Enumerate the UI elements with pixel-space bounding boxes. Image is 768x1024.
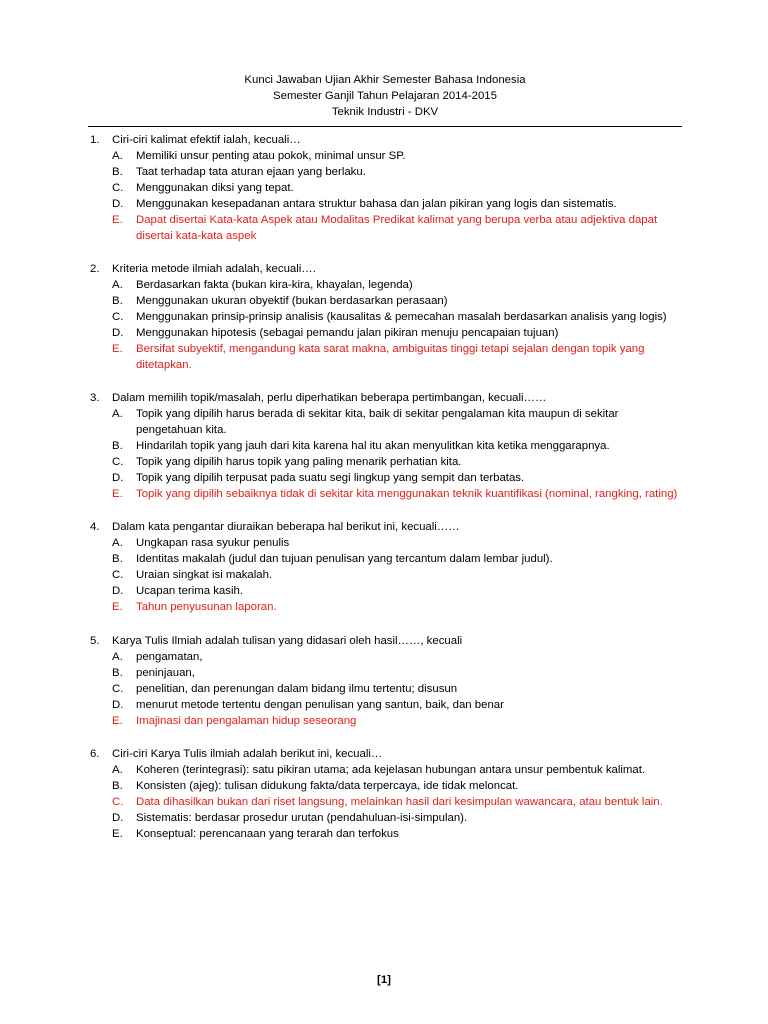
question-5 xyxy=(88,634,682,730)
header-divider xyxy=(88,126,682,127)
question-2 xyxy=(88,262,682,373)
option-text: penelitian, dan perenungan dalam bidang ilmu tertentu; disusun xyxy=(136,682,458,695)
option-letter: C. xyxy=(112,569,124,581)
option-c xyxy=(88,181,682,197)
option-list xyxy=(88,763,682,843)
question-number: 6. xyxy=(90,748,100,760)
option-text: Berdasarkan fakta (bukan kira-kira, khayalan, legenda) xyxy=(136,279,413,291)
question-number: 4. xyxy=(90,521,100,533)
option-a xyxy=(88,763,682,779)
option-letter: A. xyxy=(112,764,123,776)
option-text: Koheren (terintegrasi): satu pikiran utama; ada kejelasan hubungan antara unsur pembentuk kalimat. xyxy=(136,764,646,776)
option-letter: D. xyxy=(112,585,124,597)
option-letter: E. xyxy=(112,343,123,355)
option-text: Menggunakan kesepadanan antara struktur bahasa dan jalan pikiran yang logis dan sistematis. xyxy=(136,198,617,210)
option-letter: B. xyxy=(112,439,123,452)
option-letter: A. xyxy=(112,650,123,663)
question-6 xyxy=(88,747,682,843)
option-b xyxy=(88,552,682,568)
option-text: Topik yang dipilih sebaiknya tidak di sekitar kita menggunakan teknik kuantifikasi (nominal, rangking, rating) xyxy=(136,487,678,500)
option-letter: D. xyxy=(112,198,124,210)
option-letter: C. xyxy=(112,182,124,194)
question-number: 5. xyxy=(90,634,100,647)
option-letter: E. xyxy=(112,214,123,226)
option-letter: C. xyxy=(112,455,124,468)
question-number: 3. xyxy=(90,392,100,404)
option-c xyxy=(88,455,682,471)
option-letter: C. xyxy=(112,682,124,695)
option-text: Konsisten (ajeg): tulisan didukung fakta/data terpercaya, ide tidak meloncat. xyxy=(136,780,519,792)
option-a xyxy=(88,650,682,666)
option-list xyxy=(88,407,682,502)
option-letter: E. xyxy=(112,487,123,500)
option-text: Topik yang dipilih harus berada di sekitar kita, baik di sekitar pengalaman kita maupun di sekitar pengetahuan kita. xyxy=(136,408,619,436)
option-text: Konseptual: perencanaan yang terarah dan terfokus xyxy=(136,828,399,840)
option-c xyxy=(88,568,682,584)
page-number: [1] xyxy=(377,974,391,986)
header-program: Teknik Industri - DKV xyxy=(331,106,439,118)
option-list xyxy=(88,536,682,616)
option-a xyxy=(88,278,682,294)
option-list xyxy=(88,650,682,730)
question-text: Dalam kata pengantar diuraikan beberapa hal berikut ini, kecuali…… xyxy=(112,521,460,533)
option-b xyxy=(88,439,682,455)
option-letter: B. xyxy=(112,666,123,679)
option-letter: C. xyxy=(112,311,124,323)
option-letter: A. xyxy=(112,150,123,162)
option-text: Memiliki unsur penting atau pokok, minimal unsur SP. xyxy=(136,150,406,162)
question-text: Ciri-ciri Karya Tulis ilmiah adalah berikut ini, kecuali… xyxy=(112,748,383,760)
header-semester: Semester Ganjil Tahun Pelajaran 2014-2015 xyxy=(273,90,497,102)
header-title: Kunci Jawaban Ujian Akhir Semester Bahasa Indonesia xyxy=(244,74,526,86)
option-text: Topik yang dipilih harus topik yang paling menarik perhatian kita. xyxy=(136,455,462,468)
option-letter: E. xyxy=(112,828,123,840)
option-letter: C. xyxy=(112,796,124,808)
option-d xyxy=(88,811,682,827)
option-letter: E. xyxy=(112,601,123,613)
option-b xyxy=(88,294,682,310)
option-e-answer xyxy=(88,600,682,616)
option-d xyxy=(88,584,682,600)
option-letter: B. xyxy=(112,166,123,178)
question-text: Kriteria metode ilmiah adalah, kecuali…. xyxy=(112,263,316,275)
option-b xyxy=(88,779,682,795)
option-e-answer xyxy=(88,487,682,503)
option-text: pengamatan, xyxy=(136,650,203,663)
question-text: Karya Tulis Ilmiah adalah tulisan yang didasari oleh hasil……, kecuali xyxy=(112,634,463,647)
option-text: Menggunakan hipotesis (sebagai pemandu jalan pikiran menuju pencapaian tujuan) xyxy=(136,327,559,339)
option-a xyxy=(88,407,682,438)
option-text: Identitas makalah (judul dan tujuan penulisan yang tercantum dalam lembar judul). xyxy=(136,553,553,565)
option-text: peninjauan, xyxy=(136,666,195,679)
option-d xyxy=(88,197,682,213)
option-letter: B. xyxy=(112,295,123,307)
option-text: Ungkapan rasa syukur penulis xyxy=(136,537,290,549)
question-text: Ciri-ciri kalimat efektif ialah, kecuali… xyxy=(112,134,301,146)
option-d xyxy=(88,698,682,714)
question-1 xyxy=(88,133,682,244)
option-text: menurut metode tertentu dengan penulisan yang santun, baik, dan benar xyxy=(136,698,504,711)
document-header xyxy=(88,72,682,120)
option-list xyxy=(88,149,682,244)
option-letter: B. xyxy=(112,553,123,565)
option-text: Imajinasi dan pengalaman hidup seseorang xyxy=(136,714,357,727)
option-text: Topik yang dipilih terpusat pada suatu segi lingkup yang sempit dan terbatas. xyxy=(136,471,525,484)
option-e-answer xyxy=(88,213,682,244)
option-letter: B. xyxy=(112,780,123,792)
option-letter: A. xyxy=(112,408,123,420)
option-text: Uraian singkat isi makalah. xyxy=(136,569,273,581)
option-a xyxy=(88,536,682,552)
option-text: Sistematis: berdasar prosedur urutan (pendahuluan-isi-simpulan). xyxy=(136,812,468,824)
option-letter: D. xyxy=(112,471,124,484)
option-d xyxy=(88,326,682,342)
option-b xyxy=(88,165,682,181)
option-text: Ucapan terima kasih. xyxy=(136,585,243,597)
option-text: Bersifat subyektif, mengandung kata sarat makna, ambiguitas tinggi tetapi sejalan dengan topik yang ditetapkan. xyxy=(136,343,645,371)
option-letter: D. xyxy=(112,327,124,339)
option-e-answer xyxy=(88,714,682,730)
option-text: Tahun penyusunan laporan. xyxy=(136,601,277,613)
option-letter: D. xyxy=(112,698,124,711)
option-c xyxy=(88,310,682,326)
option-list xyxy=(88,278,682,373)
option-d xyxy=(88,471,682,487)
option-c-answer xyxy=(88,795,682,811)
option-text: Menggunakan diksi yang tepat. xyxy=(136,182,294,194)
option-letter: A. xyxy=(112,279,123,291)
option-c xyxy=(88,682,682,698)
option-text: Taat terhadap tata aturan ejaan yang berlaku. xyxy=(136,166,366,178)
option-e-answer xyxy=(88,342,682,373)
question-number: 2. xyxy=(90,263,100,275)
option-text: Data dihasilkan bukan dari riset langsung, melainkan hasil dari kesimpulan wawancara, atau bentuk lain. xyxy=(136,796,663,808)
option-text: Hindarilah topik yang jauh dari kita karena hal itu akan menyulitkan kita ketika menggarapnya. xyxy=(136,439,610,452)
option-text: Menggunakan prinsip-prinsip analisis (kausalitas & pemecahan masalah berdasarkan analisis yang logis) xyxy=(136,311,667,323)
question-text: Dalam memilih topik/masalah, perlu diperhatikan beberapa pertimbangan, kecuali…… xyxy=(112,392,547,404)
option-letter: D. xyxy=(112,812,124,824)
option-text: Menggunakan ukuran obyektif (bukan berdasarkan perasaan) xyxy=(136,295,448,307)
document-page xyxy=(88,72,682,861)
question-number: 1. xyxy=(90,134,100,146)
question-3 xyxy=(88,391,682,502)
option-a xyxy=(88,149,682,165)
option-b xyxy=(88,666,682,682)
question-4 xyxy=(88,520,682,616)
option-letter: E. xyxy=(112,714,123,727)
option-letter: A. xyxy=(112,537,123,549)
option-text: Dapat disertai Kata-kata Aspek atau Modalitas Predikat kalimat yang berupa verba atau adjektiva dapat disertai kata-kata aspek xyxy=(136,214,658,242)
option-e xyxy=(88,827,682,843)
